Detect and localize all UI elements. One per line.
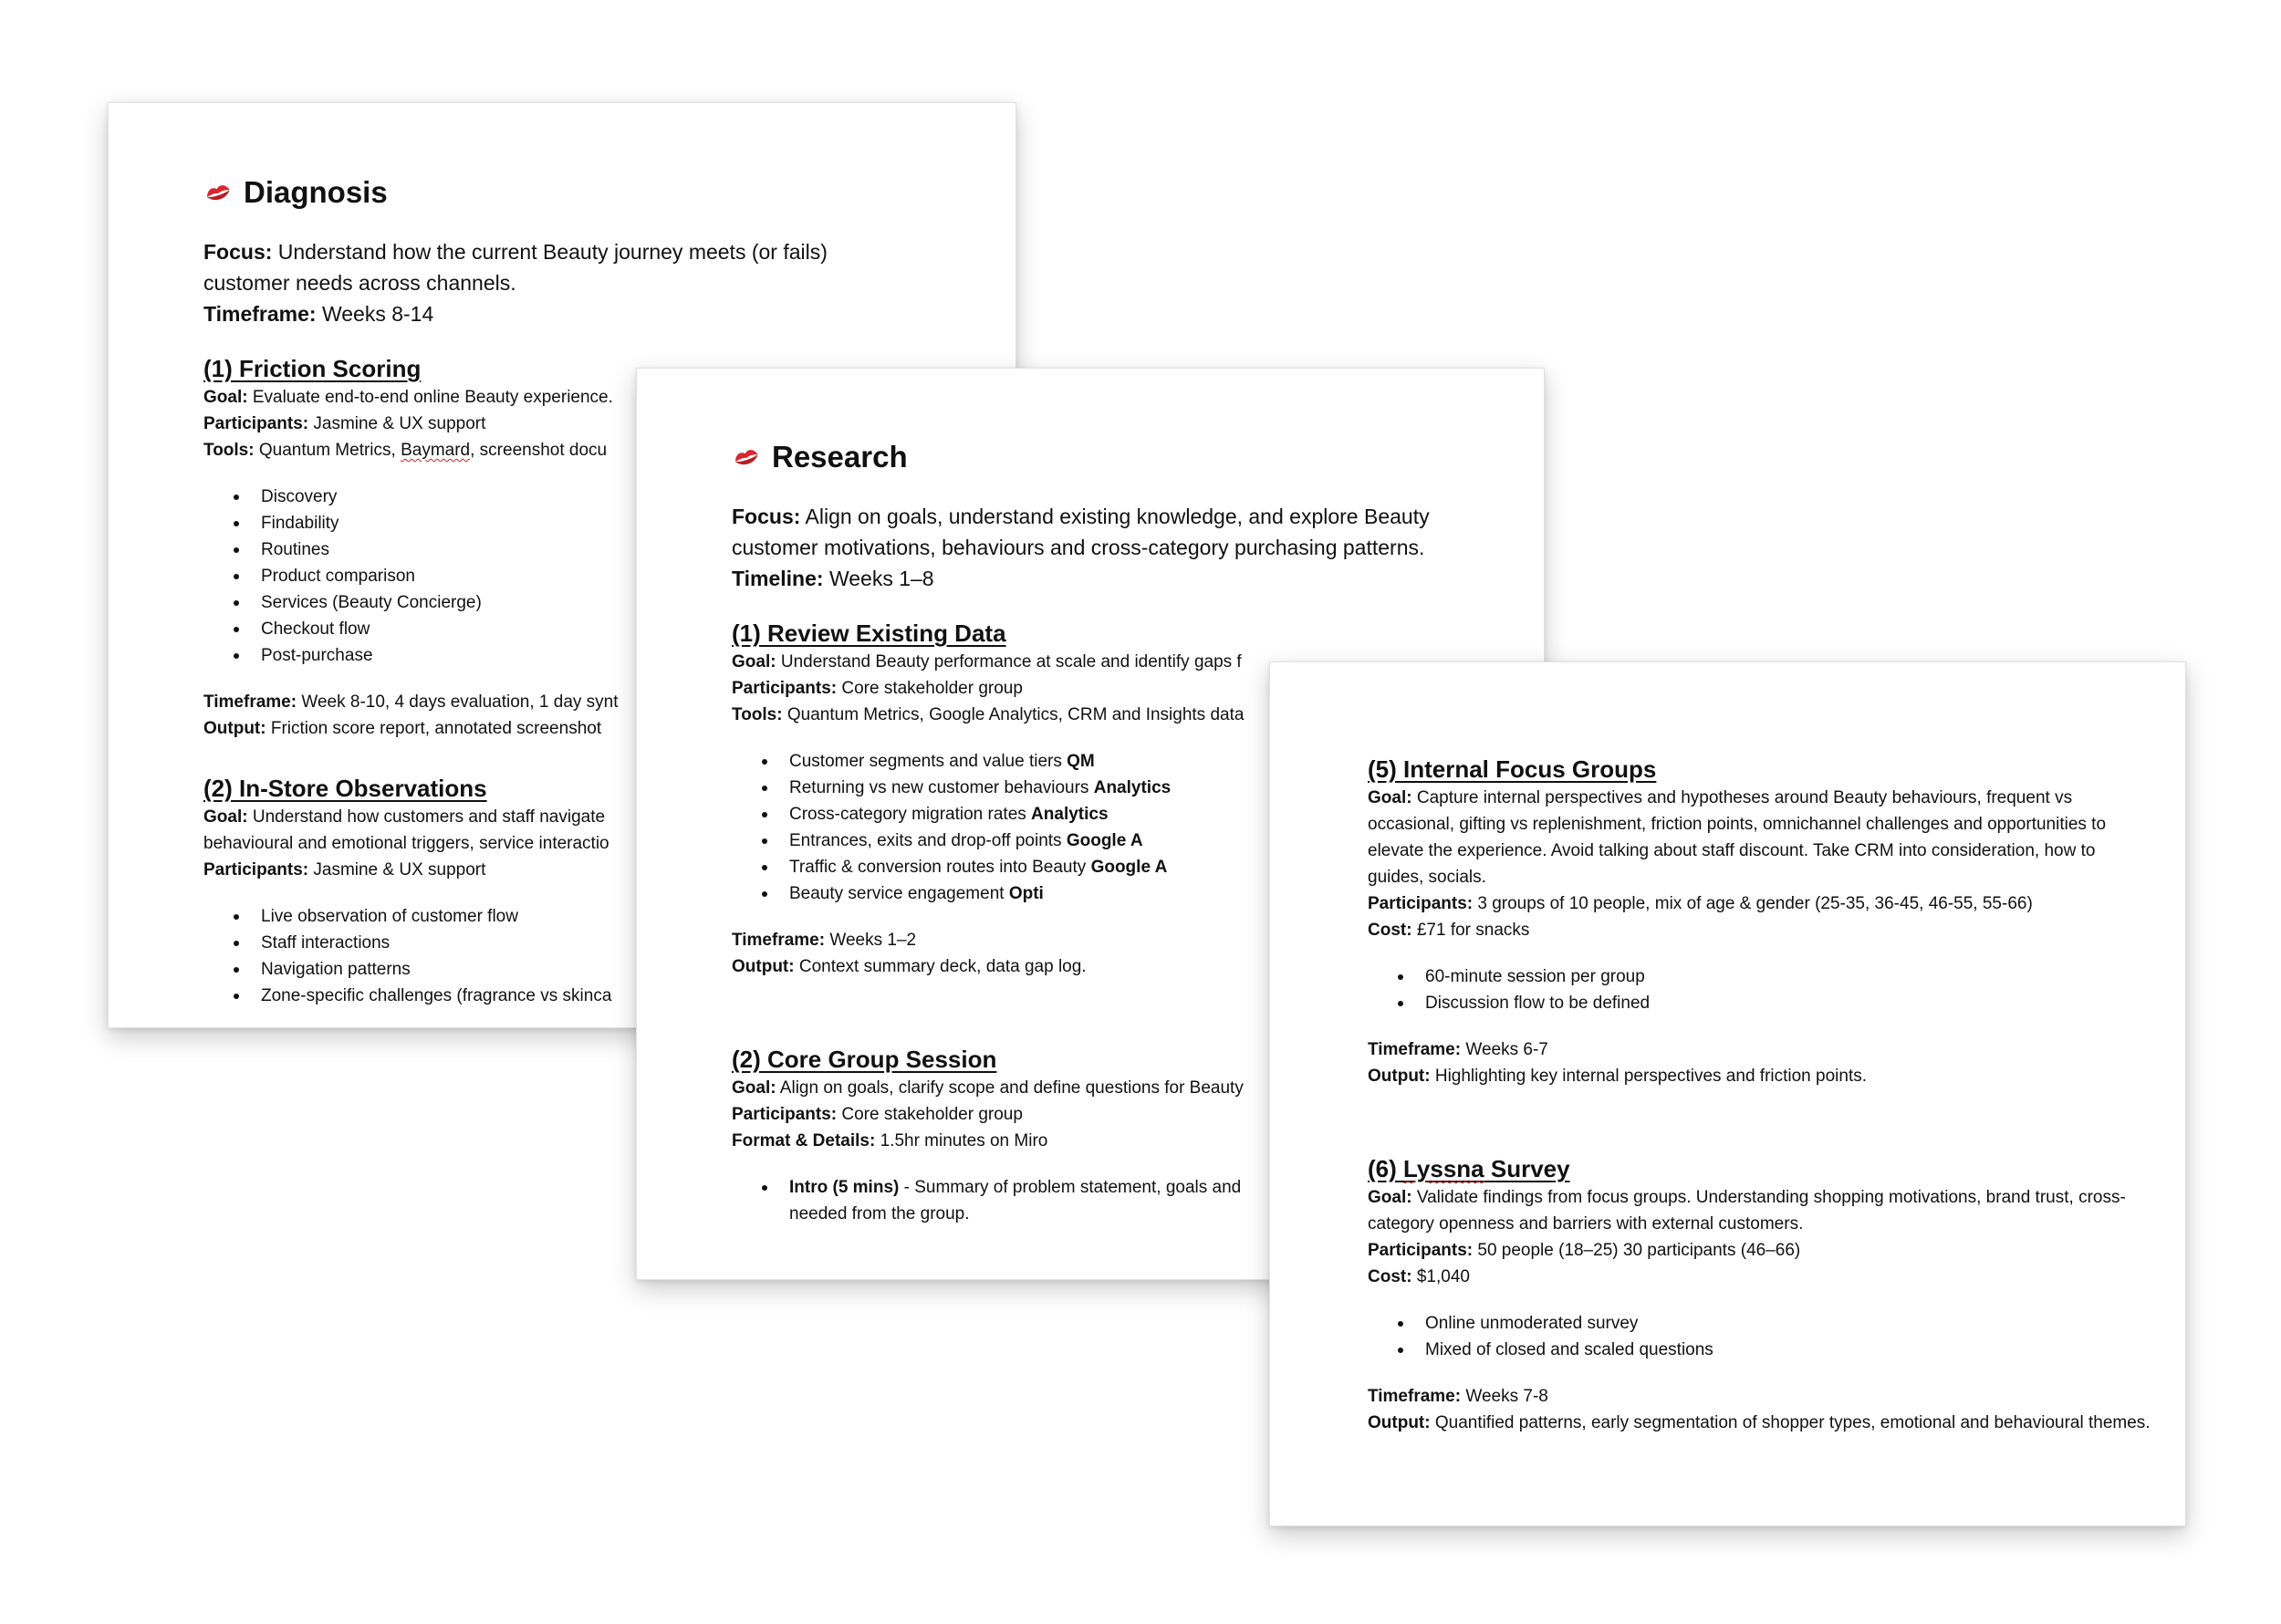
output-label: Output: xyxy=(1368,1067,1431,1086)
page-content xyxy=(1368,754,2152,1436)
kiss-lips-icon xyxy=(732,444,761,470)
goal-text: Capture internal perspectives and hypotheses around Beauty behaviours, frequent vs occasional, gifting vs replenishment, friction points, omnichannel challenges and opportunities to elevate the experience. Avoid talking about staff discount. Take CRM into consideration, how to guides, socials. xyxy=(1368,788,2107,887)
heading-lyssna-survey: (6) Lyssna Survey xyxy=(1368,1155,1570,1182)
timeline-text: Weeks 1–8 xyxy=(828,567,934,590)
goal-label: Goal: xyxy=(1368,1188,1412,1207)
timeframe-label: Timeframe: xyxy=(1368,1387,1462,1406)
focus-label: Focus: xyxy=(203,240,273,264)
list-item: Cross-category migration rates Analytics xyxy=(789,801,1545,828)
heading-review-existing-data: (1) Review Existing Data xyxy=(732,619,1006,647)
list-item: Mixed of closed and scaled questions xyxy=(1425,1337,2152,1363)
list-item: Customer segments and value tiers QM xyxy=(789,748,1545,775)
participants-label: Participants: xyxy=(732,1105,838,1124)
list-item: Findability xyxy=(261,510,1016,536)
timeframe-text: Weeks 1–2 xyxy=(829,931,917,950)
timeframe-line xyxy=(1368,1383,2152,1410)
focus-line xyxy=(732,501,1462,563)
participants-text: Core stakeholder group xyxy=(841,1105,1023,1124)
timeline-line xyxy=(732,563,1545,594)
output-label: Output: xyxy=(732,957,795,976)
goal-line xyxy=(1368,1184,2152,1237)
session-list xyxy=(1368,963,2152,1016)
cost-text: $1,040 xyxy=(1416,1267,1470,1286)
timeframe-text: Week 8-10, 4 days evaluation, 1 day synt xyxy=(301,692,619,712)
heading-internal-focus-groups: (5) Internal Focus Groups xyxy=(1368,755,1657,783)
list-item: 60-minute session per group xyxy=(1425,963,2152,990)
output-line xyxy=(1368,1063,2152,1089)
section-title-research xyxy=(732,439,1545,475)
survey-list xyxy=(1368,1310,2152,1363)
output-text: Context summary deck, data gap log. xyxy=(798,957,1087,976)
list-item: Product comparison xyxy=(261,563,1016,589)
focus-text: Understand how the current Beauty journey meets (or fails) customer needs across channels. xyxy=(203,240,828,295)
list-item-continuation: needed from the group. xyxy=(789,1204,970,1223)
heading-friction-scoring: (1) Friction Scoring xyxy=(203,355,422,382)
list-item: Intro (5 mins) - Summary of problem statement, goals and xyxy=(789,1174,1545,1201)
list-item: Routines xyxy=(261,536,1016,563)
goal-text: Evaluate end-to-end online Beauty experience. xyxy=(252,388,613,407)
timeframe-line xyxy=(203,298,1016,329)
section-title-diagnosis xyxy=(203,174,1016,211)
output-text: Quantified patterns, early segmentation of shopper types, emotional and behavioural themes. xyxy=(1434,1413,2151,1432)
participants-label: Participants: xyxy=(1368,894,1474,913)
cost-line xyxy=(1368,1264,2152,1290)
goal-text: Validate findings from focus groups. Understanding shopping motivations, brand trust, cross-category openness and barriers with external customers. xyxy=(1368,1188,2126,1234)
spellcheck-word: Baymard xyxy=(401,441,471,460)
document-page-focus-groups xyxy=(1269,661,2186,1526)
cost-line xyxy=(1368,917,2152,943)
tools-text: Quantum Metrics, Google Analytics, CRM and Insights data xyxy=(786,705,1245,724)
goal-text: Understand Beauty performance at scale and identify gaps f xyxy=(780,652,1242,671)
focus-label: Focus: xyxy=(732,505,801,528)
participants-label: Participants: xyxy=(732,679,838,698)
tools-label: Tools: xyxy=(732,705,783,724)
participants-line xyxy=(1368,1237,2152,1264)
goal-line xyxy=(1368,785,2152,890)
participants-text: Jasmine & UX support xyxy=(313,414,486,433)
timeline-label: Timeline: xyxy=(732,567,824,590)
list-item: Traffic & conversion routes into Beauty Google A xyxy=(789,854,1545,880)
list-item: Staff interactions xyxy=(261,930,1016,956)
tools-text: Quantum Metrics, xyxy=(258,441,401,460)
output-text: Highlighting key internal perspectives and friction points. xyxy=(1434,1067,1868,1086)
kiss-lips-icon xyxy=(203,180,233,205)
list-item: Beauty service engagement Opti xyxy=(789,880,1545,907)
output-text: Friction score report, annotated screenshot xyxy=(270,719,602,738)
cost-text: £71 for snacks xyxy=(1416,921,1530,940)
output-label: Output: xyxy=(203,719,266,738)
focus-text: Align on goals, understand existing knowledge, and explore Beauty customer motivations, behaviours and cross-category purchasing patterns. xyxy=(732,505,1430,559)
timeframe-label: Timeframe: xyxy=(203,692,297,712)
participants-text: 50 people (18–25) 30 participants (46–66) xyxy=(1477,1241,1801,1260)
heading-core-group-session: (2) Core Group Session xyxy=(732,1046,997,1073)
heading-in-store-observations: (2) In-Store Observations xyxy=(203,775,487,802)
timeframe-text: Weeks 6-7 xyxy=(1465,1040,1548,1059)
title-text: Research xyxy=(772,440,908,474)
goal-text: Align on goals, clarify scope and define questions for Beauty xyxy=(779,1078,1244,1098)
timeframe-label: Timeframe: xyxy=(1368,1040,1462,1059)
list-item: Live observation of customer flow xyxy=(261,903,1016,930)
format-text: 1.5hr minutes on Miro xyxy=(880,1131,1048,1150)
tools-text-rest: , screenshot docu xyxy=(470,441,608,460)
cost-label: Cost: xyxy=(1368,921,1412,940)
participants-label: Participants: xyxy=(203,860,309,880)
tools-label: Tools: xyxy=(203,441,255,460)
goal-label: Goal: xyxy=(203,388,248,407)
timeframe-label: Timeframe: xyxy=(203,302,317,326)
focus-line xyxy=(203,236,915,298)
timeframe-label: Timeframe: xyxy=(732,931,826,950)
list-item: Zone-specific challenges (fragrance vs skinca xyxy=(261,983,1016,1009)
list-item: Online unmoderated survey xyxy=(1425,1310,2152,1337)
list-item: Discovery xyxy=(261,484,1016,510)
participants-text: 3 groups of 10 people, mix of age & gender (25-35, 36-45, 46-55, 55-66) xyxy=(1477,894,2033,913)
cost-label: Cost: xyxy=(1368,1267,1412,1286)
list-item: Entrances, exits and drop-off points Google A xyxy=(789,828,1545,854)
title-text: Diagnosis xyxy=(244,175,388,209)
goal-label: Goal: xyxy=(203,807,248,827)
timeframe-line xyxy=(1368,1036,2152,1063)
output-label: Output: xyxy=(1368,1413,1431,1432)
participants-text: Core stakeholder group xyxy=(841,679,1023,698)
goal-text: Understand how customers and staff navigate xyxy=(252,807,606,827)
list-item: Discussion flow to be defined xyxy=(1425,990,2152,1016)
list-item: Navigation patterns xyxy=(261,956,1016,983)
format-label: Format & Details: xyxy=(732,1131,876,1150)
list-item: Checkout flow xyxy=(261,616,1016,642)
list-item: Post-purchase xyxy=(261,642,1016,669)
participants-label: Participants: xyxy=(1368,1241,1474,1260)
goal-label: Goal: xyxy=(732,1078,776,1098)
timeframe-text: Weeks 7-8 xyxy=(1465,1387,1548,1406)
list-item: Returning vs new customer behaviours Analytics xyxy=(789,775,1545,801)
participants-text: Jasmine & UX support xyxy=(313,860,486,880)
list-item: Services (Beauty Concierge) xyxy=(261,589,1016,616)
participants-line xyxy=(1368,890,2152,917)
goal-label: Goal: xyxy=(1368,788,1412,807)
spellcheck-word: Lyssna xyxy=(1403,1155,1484,1182)
participants-label: Participants: xyxy=(203,414,309,433)
goal-label: Goal: xyxy=(732,652,776,671)
output-line xyxy=(1368,1410,2152,1436)
goal-line-cont: behavioural and emotional triggers, service interactio xyxy=(203,834,609,853)
timeframe-text: Weeks 8-14 xyxy=(321,302,434,326)
